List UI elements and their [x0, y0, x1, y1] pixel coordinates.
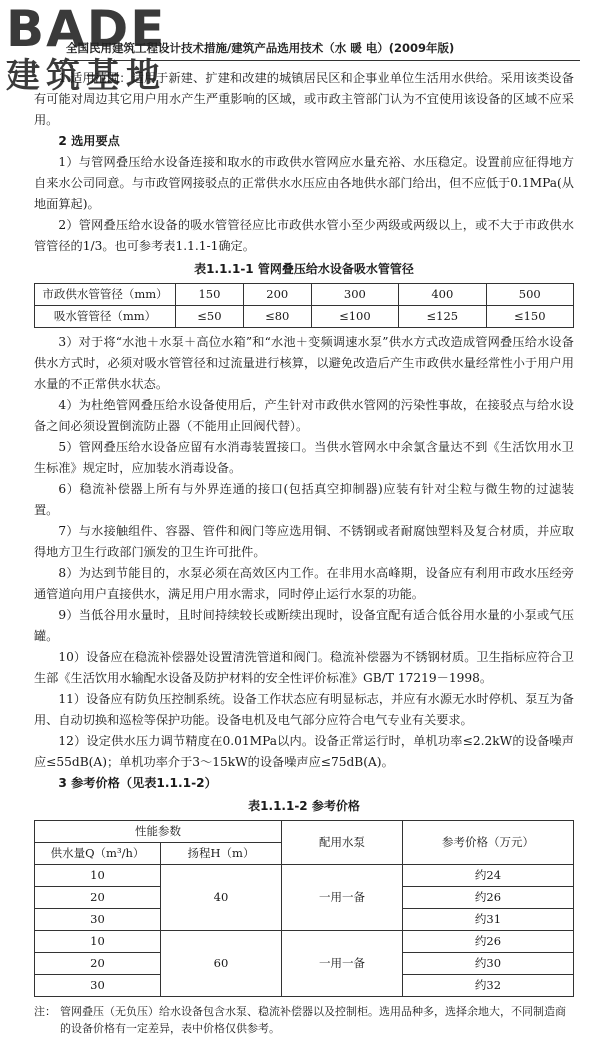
- table2-header-h: 扬程H（m）: [161, 843, 282, 865]
- table2-price: 约24: [403, 865, 574, 887]
- table2-q: 20: [35, 953, 161, 975]
- table2-h: 40: [161, 865, 282, 931]
- para-7: 7）与水接触组件、容器、管件和阀门等应选用铜、不锈钢或者耐腐蚀塑料及复合材质，并应取得地方卫生行政部门颁发的卫生许可批件。: [34, 524, 574, 559]
- para-6: 6）稳流补偿器上所有与外界连通的接口(包括真空抑制器)应装有针对尘粒与微生物的过滤装置。: [34, 482, 574, 517]
- table2-pump: 一用一备: [282, 931, 403, 997]
- table1-label: 吸水管管径（mm）: [35, 306, 176, 328]
- header-rule: [60, 60, 580, 61]
- table1-cell: 300: [311, 284, 398, 306]
- table2-note: [34, 1003, 574, 1037]
- para-12: 12）设定供水压力调节精度在0.01MPa以内。设备正常运行时，单机功率≤2.2kW的设备噪声应≤55dB(A)；单机功率介于3～15kW的设备噪声应≤75dB(A)。: [34, 734, 574, 769]
- table2: [34, 820, 574, 997]
- table2-q: 30: [35, 975, 161, 997]
- table2-header-pump: 配用水泵: [282, 821, 403, 865]
- table1-cell: ≤150: [486, 306, 573, 328]
- table2-h: 60: [161, 931, 282, 997]
- para-4: 4）为杜绝管网叠压给水设备使用后，产生针对市政供水管网的污染性事故，在接驳点与给水设备之间必须设置倒流防止器（不能用止回阀代替）。: [34, 398, 574, 433]
- table2-pump: 一用一备: [282, 865, 403, 931]
- table2-header-perf: 性能参数: [35, 821, 282, 843]
- para-11: 11）设备应有防负压控制系统。设备工作状态应有明显标志，并应有水源无水时停机、泵互为备用、自动切换和巡检等保护功能。设备电机及电气部分应符合电气专业有关要求。: [34, 692, 574, 727]
- table2-price: 约31: [403, 909, 574, 931]
- table1-cell: ≤125: [399, 306, 486, 328]
- table1-cell: ≤50: [176, 306, 244, 328]
- table2-price: 约30: [403, 953, 574, 975]
- table1-cell: 150: [176, 284, 244, 306]
- table2-header-price: 参考价格（万元）: [403, 821, 574, 865]
- table1-row: [35, 306, 574, 328]
- table2-q: 10: [35, 931, 161, 953]
- page-body: [34, 66, 574, 1037]
- table2-q: 20: [35, 887, 161, 909]
- note-label: 注：: [34, 1005, 56, 1018]
- para-1: 1）与管网叠压给水设备连接和取水的市政供水管网应水量充裕、水压稳定。设置前应征得地方自来水公司同意。与市政管网接驳点的正常供水水压应由各地供水部门给出，但不应低于0.1MPa(从地面算起)。: [34, 155, 574, 211]
- table1: [34, 283, 574, 328]
- para-2: 2）管网叠压给水设备的吸水管管径应比市政供水管小至少两级或两级以上，或不大于市政供水管管径的1/3。也可参考表1.1.1-1确定。: [34, 218, 574, 253]
- table1-row: [35, 284, 574, 306]
- table-row: [35, 865, 574, 887]
- section-3-heading: 3 参考价格（见表1.1.1-2）: [58, 776, 217, 790]
- logo-brand: BADE: [6, 0, 167, 58]
- para-10: 10）设备应在稳流补偿器处设置清洗管道和阀门。稳流补偿器为不锈钢材质。卫生指标应符合卫生部《生活饮用水输配水设备及防护材料的安全性评价标准》GB/T 17219－1998。: [34, 650, 574, 685]
- section-2-heading: 2 选用要点: [58, 134, 120, 148]
- table2-header-q: 供水量Q（m³/h）: [35, 843, 161, 865]
- table2-price: 约26: [403, 931, 574, 953]
- logo-cn: 建筑基地: [6, 56, 166, 96]
- table2-caption: 表1.1.1-2 参考价格: [248, 799, 360, 813]
- table1-cell: 200: [243, 284, 311, 306]
- table-row: [35, 931, 574, 953]
- para-8: 8）为达到节能目的，水泵必须在高效区内工作。在非用水高峰期，设备应有利用市政水压经旁通管道向用户直接供水，满足用户用水需求，同时停止运行水泵的功能。: [34, 566, 574, 601]
- table2-q: 30: [35, 909, 161, 931]
- running-header: [60, 40, 580, 61]
- table1-caption: 表1.1.1-1 管网叠压给水设备吸水管管径: [194, 262, 414, 276]
- running-title: 全国民用建筑工程设计技术措施/建筑产品选用技术（水 暖 电）(2009年版): [66, 41, 455, 55]
- table1-cell: 400: [399, 284, 486, 306]
- table1-cell: ≤80: [243, 306, 311, 328]
- table1-label: 市政供水管管径（mm）: [35, 284, 176, 306]
- table2-q: 10: [35, 865, 161, 887]
- table1-cell: 500: [486, 284, 573, 306]
- para-5: 5）管网叠压给水设备应留有水消毒装置接口。当供水管网水中余氯含量达不到《生活饮用水卫生标准》规定时，应加装水消毒设备。: [34, 440, 574, 475]
- para-9: 9）当低谷用水量时，且时间持续较长或断续出现时，设备宜配有适合低谷用水量的小泵或气压罐。: [34, 608, 574, 643]
- table2-price: 约32: [403, 975, 574, 997]
- para-scope: 1 适用范围：适用于新建、扩建和改建的城镇居民区和企事业单位生活用水供给。采用该类设备有可能对周边其它用户用水产生严重影响的区域，或市政主管部门认为不宜使用该设备的区域不应采用。: [34, 71, 574, 127]
- table2-price: 约26: [403, 887, 574, 909]
- table1-cell: ≤100: [311, 306, 398, 328]
- table2-header-row: [35, 821, 574, 843]
- para-3: 3）对于将“水池＋水泵＋高位水箱”和“水池＋变频调速水泵”供水方式改造成管网叠压给水设备供水方式时，必须对吸水管管径和过流量进行核算，以避免改造后产生市政供水量经常性小于用户用水量的不正常供水状态。: [34, 335, 574, 391]
- note-text: 管网叠压（无负压）给水设备包含水泵、稳流补偿器以及控制柜。选用品种多，选择余地大，不同制造商的设备价格有一定差异，表中价格仅供参考。: [60, 1005, 566, 1035]
